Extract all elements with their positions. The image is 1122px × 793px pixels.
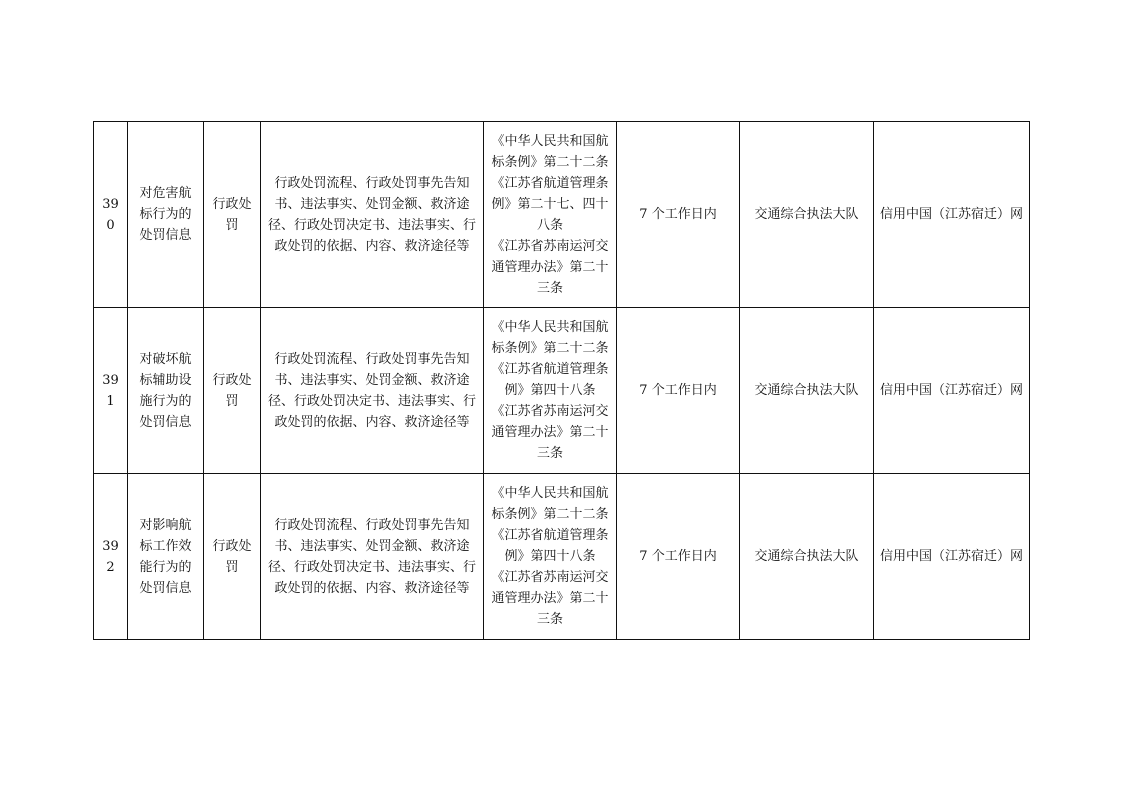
basis-line: 《中华人民共和国航标条例》第二十二条 — [491, 320, 609, 356]
time-limit: 7 个工作日内 — [617, 474, 740, 640]
category: 行政处罚 — [204, 308, 261, 474]
disclosure-channel: 信用中国（江苏宿迁）网 — [874, 474, 1030, 640]
row-number: 391 — [94, 308, 128, 474]
basis-line: 《中华人民共和国航标条例》第二十二条 — [491, 133, 609, 170]
basis-line: 《江苏省航道管理条例》第四十八条 — [491, 528, 609, 564]
basis-line: 《江苏省苏南运河交通管理办法》第二十三条 — [491, 238, 609, 296]
basis-line: 《江苏省航道管理条例》第二十七、四十八条 — [491, 175, 609, 233]
agency: 交通综合执法大队 — [740, 122, 874, 308]
legal-basis — [484, 474, 617, 640]
disclosure-content: 行政处罚流程、行政处罚事先告知书、违法事实、处罚金额、救济途径、行政处罚决定书、违法事实、行政处罚的依据、内容、救济途径等 — [261, 308, 484, 474]
table-row — [94, 474, 1030, 640]
disclosure-content: 行政处罚流程、行政处罚事先告知书、违法事实、处罚金额、救济途径、行政处罚决定书、违法事实、行政处罚的依据、内容、救济途径等 — [261, 122, 484, 308]
basis-line: 《江苏省苏南运河交通管理办法》第二十三条 — [491, 570, 609, 627]
item-name: 对危害航标行为的处罚信息 — [128, 122, 204, 308]
table-row — [94, 122, 1030, 308]
item-name: 对影响航标工作效能行为的处罚信息 — [128, 474, 204, 640]
time-limit: 7 个工作日内 — [617, 308, 740, 474]
basis-line: 《江苏省航道管理条例》第四十八条 — [491, 362, 609, 398]
item-name: 对破坏航标辅助设施行为的处罚信息 — [128, 308, 204, 474]
legal-basis — [484, 122, 617, 308]
table-row — [94, 308, 1030, 474]
legal-basis — [484, 308, 617, 474]
agency: 交通综合执法大队 — [740, 308, 874, 474]
category: 行政处罚 — [204, 122, 261, 308]
agency: 交通综合执法大队 — [740, 474, 874, 640]
basis-line: 《中华人民共和国航标条例》第二十二条 — [491, 486, 609, 522]
disclosure-channel: 信用中国（江苏宿迁）网 — [874, 122, 1030, 308]
row-number: 392 — [94, 474, 128, 640]
row-number: 390 — [94, 122, 128, 308]
disclosure-table — [93, 121, 1030, 640]
time-limit: 7 个工作日内 — [617, 122, 740, 308]
disclosure-channel: 信用中国（江苏宿迁）网 — [874, 308, 1030, 474]
category: 行政处罚 — [204, 474, 261, 640]
basis-line: 《江苏省苏南运河交通管理办法》第二十三条 — [491, 404, 609, 461]
disclosure-content: 行政处罚流程、行政处罚事先告知书、违法事实、处罚金额、救济途径、行政处罚决定书、违法事实、行政处罚的依据、内容、救济途径等 — [261, 474, 484, 640]
